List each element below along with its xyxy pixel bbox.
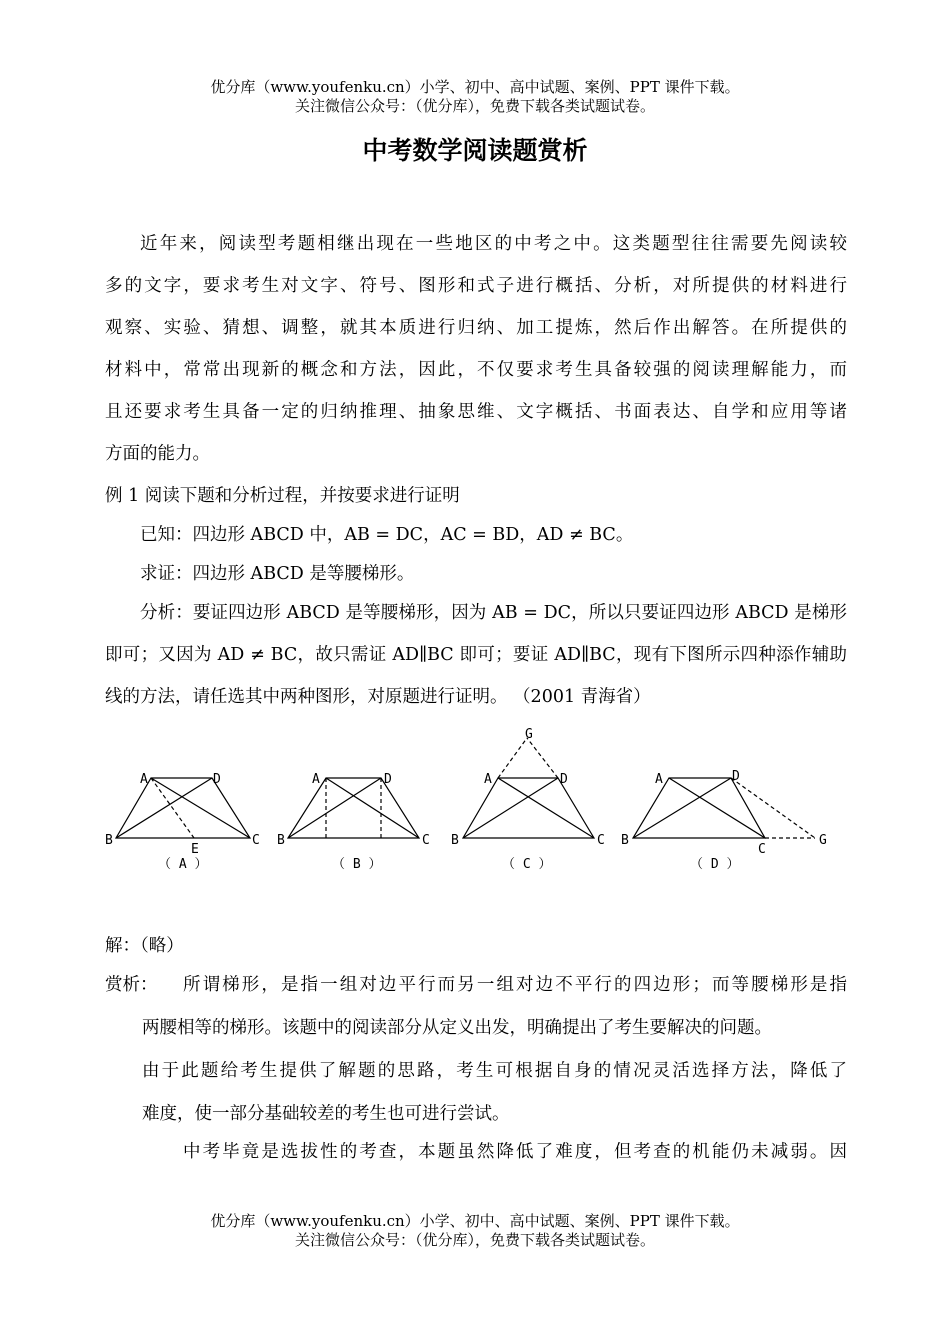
header-line-1: 优分库（www.youfenku.cn）小学、初中、高中试题、案例、PPT 课件下载。 — [210, 78, 740, 96]
figure-c-label-c: C — [597, 833, 605, 848]
page-title: 中考数学阅读题赏析 — [362, 136, 588, 165]
figure-c-label-d: D — [560, 772, 568, 787]
intro-line-1: 近年来，阅读型考题相继出现在一些地区的中考之中。这类题型往往需要先阅读较 — [140, 234, 847, 254]
figure-a-label-c: C — [252, 833, 260, 848]
example-heading: 例 1 阅读下题和分析过程，并按要求进行证明 — [105, 486, 460, 506]
appreciation-line-4: 难度，使一部分基础较差的考生也可进行尝试。 — [142, 1104, 510, 1124]
analysis-line-2: 即可；又因为 AD ≠ BC，故只需证 AD∥BC 即可；要证 AD∥BC，现有下图所示四种添作辅助 — [105, 645, 847, 665]
figure-d-label-a: A — [655, 772, 663, 787]
figure-d — [621, 769, 827, 872]
analysis-line-3: 线的方法，请任选其中两种图形，对原题进行证明。 （2001 青海省） — [105, 687, 651, 707]
figure-c — [451, 727, 605, 872]
example-prove: 求证：四边形 ABCD 是等腰梯形。 — [140, 564, 415, 584]
figure-d-label-d: D — [732, 769, 740, 784]
figure-b-label-a: A — [312, 772, 320, 787]
figure-c-label-a: A — [484, 772, 492, 787]
figure-d-label-c: C — [758, 842, 766, 857]
footer-line-1: 优分库（www.youfenku.cn）小学、初中、高中试题、案例、PPT 课件下载。 — [210, 1212, 740, 1230]
figure-b — [277, 772, 430, 872]
intro-line-6: 方面的能力。 — [105, 444, 210, 464]
figure-a — [105, 772, 260, 872]
figure-c-caption: （ C ） — [502, 857, 552, 872]
solution-line: 解：（略） — [105, 936, 184, 956]
example-given: 已知：四边形 ABCD 中，AB = DC，AC = BD，AD ≠ BC。 — [140, 525, 634, 545]
figure-a-label-d: D — [213, 772, 221, 787]
appreciation-line-1: 所谓梯形，是指一组对边平行而另一组对边不平行的四边形；而等腰梯形是指 — [183, 975, 847, 995]
figure-d-caption: （ D ） — [690, 857, 740, 872]
figure-c-label-b: B — [451, 833, 459, 848]
intro-line-4: 材料中，常常出现新的概念和方法，因此，不仅要求考生具备较强的阅读理解能力，而 — [105, 360, 847, 380]
figure-a-label-a: A — [140, 772, 148, 787]
figure-a-label-e: E — [191, 842, 199, 857]
trapezoid-figures — [100, 722, 840, 882]
intro-line-3: 观察、实验、猜想、调整，就其本质进行归纳、加工提炼，然后作出解答。在所提供的 — [105, 318, 847, 338]
figure-b-label-b: B — [277, 833, 285, 848]
figure-d-label-g: G — [819, 833, 827, 848]
figure-a-label-b: B — [105, 833, 113, 848]
intro-line-5: 且还要求考生具备一定的归纳推理、抽象思维、文字概括、书面表达、自学和应用等诸 — [105, 402, 847, 422]
figure-b-label-d: D — [384, 772, 392, 787]
analysis-line-1: 分析：要证四边形 ABCD 是等腰梯形，因为 AB = DC，所以只要证四边形 ABCD 是梯形 — [140, 603, 847, 623]
figure-b-label-c: C — [422, 833, 430, 848]
figure-b-caption: （ B ） — [332, 857, 382, 872]
appreciation-line-5: 中考毕竟是选拔性的考查，本题虽然降低了难度，但考查的机能仍未减弱。因 — [183, 1142, 847, 1162]
header-line-2: 关注微信公众号：（优分库），免费下载各类试题试卷。 — [294, 97, 655, 115]
figure-c-label-g: G — [525, 727, 533, 742]
figure-a-caption: （ A ） — [158, 857, 208, 872]
intro-line-2: 多的文字，要求考生对文字、符号、图形和式子进行概括、分析，对所提供的材料进行 — [105, 276, 847, 296]
figure-d-label-b: B — [621, 833, 629, 848]
footer-line-2: 关注微信公众号：（优分库），免费下载各类试题试卷。 — [294, 1231, 655, 1249]
appreciation-label: 赏析： — [105, 975, 158, 995]
appreciation-line-3: 由于此题给考生提供了解题的思路，考生可根据自身的情况灵活选择方法，降低了 — [142, 1061, 847, 1081]
appreciation-line-2: 两腰相等的梯形。该题中的阅读部分从定义出发，明确提出了考生要解决的问题。 — [142, 1018, 772, 1038]
